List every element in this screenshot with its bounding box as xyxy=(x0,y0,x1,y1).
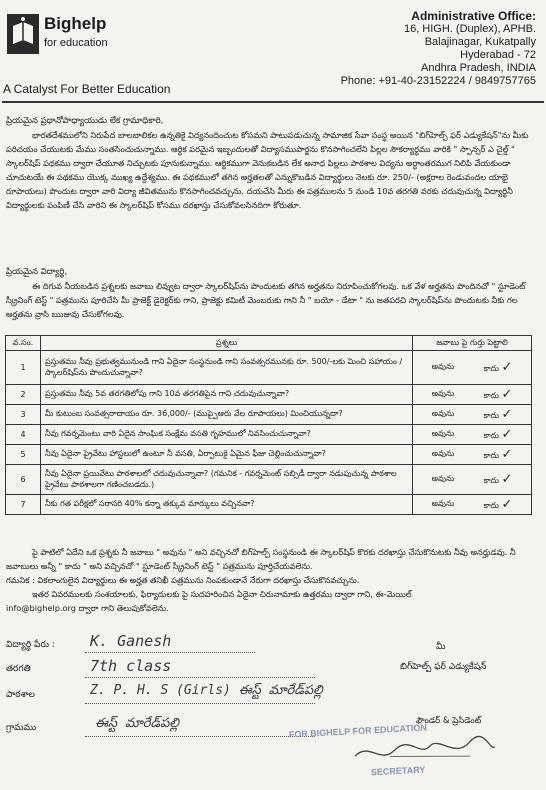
answer-no[interactable] xyxy=(484,360,513,375)
class-value[interactable]: 7th class xyxy=(90,657,172,675)
school-line xyxy=(85,703,315,704)
school-label: పాఠశాల xyxy=(6,690,35,700)
col-header-number: వ.సం. xyxy=(6,336,41,351)
answer-cell[interactable] xyxy=(413,351,532,385)
question-number: 1 xyxy=(6,351,41,385)
email-line[interactable]: info@bighelp.org ద్వారా గాని తెలుపుకోవలెను. xyxy=(6,603,169,613)
table-row xyxy=(6,405,532,425)
salutation-headmaster: ప్రియమైన ప్రధానోపాధ్యాయుడు లేక గ్రామాధికారి, xyxy=(6,116,164,126)
answer-options xyxy=(417,360,527,375)
contact-paragraph: ఇతర వివరములకు సంశయాలకు, ఫిర్యాదులకు పై సుదహరించిన ఏదైనా చిరునామాకు ఉత్తరము ద్వారా గాని, ఈ-మెయిల్ xyxy=(32,589,412,599)
answer-yes[interactable]: అవును xyxy=(431,499,455,508)
signature-icon xyxy=(349,731,500,769)
answer-options xyxy=(417,427,527,442)
answer-no[interactable] xyxy=(484,447,513,462)
letter-section-2 xyxy=(6,265,536,321)
letter-section-1 xyxy=(6,114,536,212)
eligibility-table xyxy=(5,335,532,515)
answer-no-label: కాదు xyxy=(483,411,499,420)
village-label: గ్రామము xyxy=(6,723,37,733)
question-text: మీ కుటుంబ సంవత్సరాదాయం రూ. 36,000/- (ముప్పైఆరు వేల రూపాయలు) మించియున్నదా? xyxy=(41,405,413,425)
question-text: నీవు ఏదైనా ప్రయివేటు పాఠశాలలో చదువుచున్నావా? (గమనిక - గవర్నమెంట్ సబ్సిడీ ద్వారా నడుపుచున్న పాఠశాల ప్రైవేటు పాఠశాలగా గణించబడదు.) xyxy=(41,465,413,495)
office-address xyxy=(336,10,536,88)
question-number: 2 xyxy=(6,385,41,405)
col-header-question: ప్రశ్నలు xyxy=(41,336,413,351)
class-line xyxy=(85,677,315,678)
tagline: A Catalyst For Better Education xyxy=(3,82,171,96)
header-divider xyxy=(2,101,544,103)
class-label: తరగతి xyxy=(6,664,31,674)
checkmark-icon: ✓ xyxy=(501,447,513,462)
answer-yes[interactable]: అవును xyxy=(431,474,455,483)
answer-cell[interactable] xyxy=(413,425,532,445)
office-line: 16, HIGH. (Duplex), APHB. xyxy=(403,23,536,35)
answer-no-label: కాదు xyxy=(483,364,499,373)
closing-your: మీ xyxy=(436,642,446,652)
stamp-line-2: SECRETARY xyxy=(370,764,426,778)
checkmark-icon: ✓ xyxy=(501,472,513,487)
question-number: 7 xyxy=(6,495,41,515)
answer-no-label: కాదు xyxy=(483,391,499,400)
table-row xyxy=(6,425,532,445)
result-paragraph: పై పాటిలో ఏదేని ఒక ప్రశ్నకు నీ జవాబు " అవును " అని వచ్చినచో బిగ్‌హెల్ప్ సంస్థనుండి ఈ స్కాలర్‌షిప్ కొరకు దరఖాస్తు చేసుకొనుటకు నీవు అనర్హుడవు. నీ జవాబులు అన్నీ " కాదు " అని వచ్చినచో " స్టూడెంట్ స్క్రీనింగ్ టెస్ట్ " పత్రమును పూర్తిచేయవలెను. xyxy=(6,547,516,571)
table-row xyxy=(6,495,532,515)
answer-yes[interactable]: అవును xyxy=(431,409,455,418)
question-number: 4 xyxy=(6,425,41,445)
col-header-answer: జవాబు పై గుర్తు పెట్టాలి xyxy=(413,336,532,351)
question-number: 6 xyxy=(6,465,41,495)
answer-yes[interactable]: అవును xyxy=(431,389,455,398)
founder-title: ఫౌండర్ & ప్రెసిడెంట్ xyxy=(416,716,482,726)
answer-cell[interactable] xyxy=(413,495,532,515)
village-line xyxy=(85,736,315,737)
answer-no[interactable] xyxy=(484,427,513,442)
table-row xyxy=(6,351,532,385)
answer-no[interactable] xyxy=(484,387,513,402)
question-text: నీకు గత పరీక్షలో సరాసరి 40% కన్నా తక్కువ మార్కులు వచ్చినవా? xyxy=(41,495,413,515)
table-row xyxy=(6,385,532,405)
answer-no[interactable] xyxy=(484,407,513,422)
student-name-line xyxy=(85,652,255,653)
closing-org: బిగ్‌హెల్ప్ ఫర్ ఎడ్యుకేషన్ xyxy=(400,662,487,672)
answer-yes[interactable]: అవును xyxy=(431,362,455,371)
brand-subtitle: for education xyxy=(44,37,108,49)
organisation-stamp xyxy=(289,720,467,789)
checkmark-icon: ✓ xyxy=(501,497,513,512)
answer-cell[interactable] xyxy=(413,465,532,495)
answer-options xyxy=(417,407,527,422)
answer-cell[interactable] xyxy=(413,385,532,405)
office-phone: Phone: +91-40-23152224 / 9849757765 xyxy=(340,75,536,87)
office-line: Andhra Pradesh, INDIA xyxy=(421,62,536,74)
intro-paragraph: భారతదేశములోని నిరుపేద బాలబాలికల ఉన్నతికై విద్యనందించుట కోసమని పాటుపడుచున్న సామాజిక సేవా సంస్థ అయిన "బిగ్‌హెల్ప్ ఫర్ ఎడ్యుకేషన్"ను మీకు పరిచయం చేయుటకు మేము సంతసించుచున్నాము. ఆర్థిక పరమైన ఇబ్బందులతో విద్యాసముపార్జను కొనసాగించలేని పిల్లల సౌకర్యార్థము వారికి " స్పాన్సర్ ఎ చైల్డ్ " స్కాలర్‌షిప్ పథకము ద్వారా చేయూత నిచ్చుటకు పూనుకున్నాము. ఆర్థికముగా వెనుకబడిన లేక అనాధ పిల్లలు పాఠశాల విద్యను అర్ధాంతరముగ నిలిపి వేయకుండా చూచుటయే ఈ పథకము యొక్క ముఖ్య ఉద్దేశ్యము. ఈ పథకములో తగిన అర్హతలతో ఎన్నుకొబడిన విద్యార్థులు నెలకు రూ. 250/- (అక్షరాల రెండువందల యాభై రూపాయలు) పొందుట ద్వారా వారి విద్యా జీవితమును కొనసాగించవచ్చును. దయచేసి మీరు ఈ పత్రములను 5 నుండి 10వ తరగతి వరకు చదువుచున్న విద్యార్థినీ విద్యార్థులకు పంపిణీ చేసి వారిని ఈ స్కాలర్‌షిప్ కోసము దరఖాస్తు చేసుకోవలసినదిగా కోరుతూ. xyxy=(6,130,529,210)
answer-options xyxy=(417,387,527,402)
salutation-student: ప్రియమైన విద్యార్థి, xyxy=(6,267,68,277)
answer-no-label: కాదు xyxy=(483,431,499,440)
book-logo-icon xyxy=(7,14,39,54)
checkmark-icon: ✓ xyxy=(501,387,513,402)
question-text: ప్రస్తుతము నీవు 5వ తరగతిలోపు గాని 10వ తరగతిపైన గాని చదువుచున్నావా? xyxy=(41,385,413,405)
table-header-row xyxy=(6,336,532,351)
answer-no-label: కాదు xyxy=(483,476,499,485)
bighelp-logo xyxy=(7,14,39,54)
checkmark-icon: ✓ xyxy=(501,360,513,375)
student-name-value[interactable]: K. Ganesh xyxy=(90,632,172,650)
checkmark-icon: ✓ xyxy=(501,407,513,422)
answer-cell[interactable] xyxy=(413,445,532,465)
office-line: Hyderabad - 72 xyxy=(460,49,536,61)
question-text: ప్రస్తుతము నీవు ప్రభుత్వమునుండి గాని ఏదైనా సంస్థనుండి గాని సంవత్సరమునకు రూ. 500/-లకు మించి సహాయం / స్కాలర్‌షిప్‌ను పొందుచున్నావా? xyxy=(41,351,413,385)
student-name-label: విద్యార్థి పేరు : xyxy=(6,640,55,650)
stamp-line-1: FOR BIGHELP FOR EDUCATION xyxy=(288,722,428,740)
office-line: Balajinagar, Kukatpally xyxy=(424,36,536,48)
question-number: 3 xyxy=(6,405,41,425)
answer-no[interactable] xyxy=(484,497,513,512)
answer-no-label: కాదు xyxy=(483,501,499,510)
letter-section-3 xyxy=(6,545,536,615)
answer-options xyxy=(417,447,527,462)
instructions-paragraph: ఈ దిగువ నీయబడిన ప్రశ్నలకు జవాబు లివ్వుట ద్వారా స్కాలర్‌షిప్‌ను పొందుటకు తగిన అర్హతను నిరూపించుకోగలవు. ఒక వేళ అర్హతను పొందినచో " స్టూడెంట్ స్క్రీనింగ్ టెస్ట్ " పత్రమును పూరిచేసి మీ ప్రాజెక్ట్ డైరెక్టర్‌కు గాని, ప్రాజెక్టు కమిటీ మెంబరుకు గాని నీ " బయో - డేటా " ను జతపరచి స్కాలర్‌షిప్‌ను పొందుటకు నీకు గల అర్హతను వ్రాసి ఋజువు చేసుకోగలవు. xyxy=(6,281,526,319)
answer-options xyxy=(417,497,527,512)
answer-no[interactable] xyxy=(484,472,513,487)
answer-no-label: కాదు xyxy=(483,451,499,460)
answer-cell[interactable] xyxy=(413,405,532,425)
school-value[interactable]: Z. P. H. S (Girls) ఈస్ట్ మారేడ్‌పల్లి xyxy=(90,683,323,698)
question-text: నీవు ఏదైనా ప్రైవేటు హాస్టలులో ఉంటూ నీ వసతి, ఏర్పాటుకై ఏమైన ఫీజు చెల్లించుచున్నావా? xyxy=(41,445,413,465)
table-row xyxy=(6,465,532,495)
note-line: గమనిక : వికలాంగులైన విద్యార్థులు ఈ అర్హత తనిఖీ పత్రమును నింపకుండానే నేరుగా దరఖాస్తు చేసుకొనవచ్చును. xyxy=(6,575,360,585)
office-title: Administrative Office: xyxy=(411,9,536,23)
answer-options xyxy=(417,472,527,487)
checkmark-icon: ✓ xyxy=(501,427,513,442)
question-text: నీవు గవర్నమెంటు వారి ఏదైన సాంఘిక సంక్షేమ వసతి గృహములో నివసించుచున్నావా? xyxy=(41,425,413,445)
brand-name: Bighelp xyxy=(44,14,107,33)
question-number: 5 xyxy=(6,445,41,465)
answer-yes[interactable]: అవును xyxy=(431,449,455,458)
table-row xyxy=(6,445,532,465)
village-value[interactable]: ఈస్ట్ మారేడ్‌పల్లి xyxy=(95,716,179,731)
answer-yes[interactable]: అవును xyxy=(431,429,455,438)
